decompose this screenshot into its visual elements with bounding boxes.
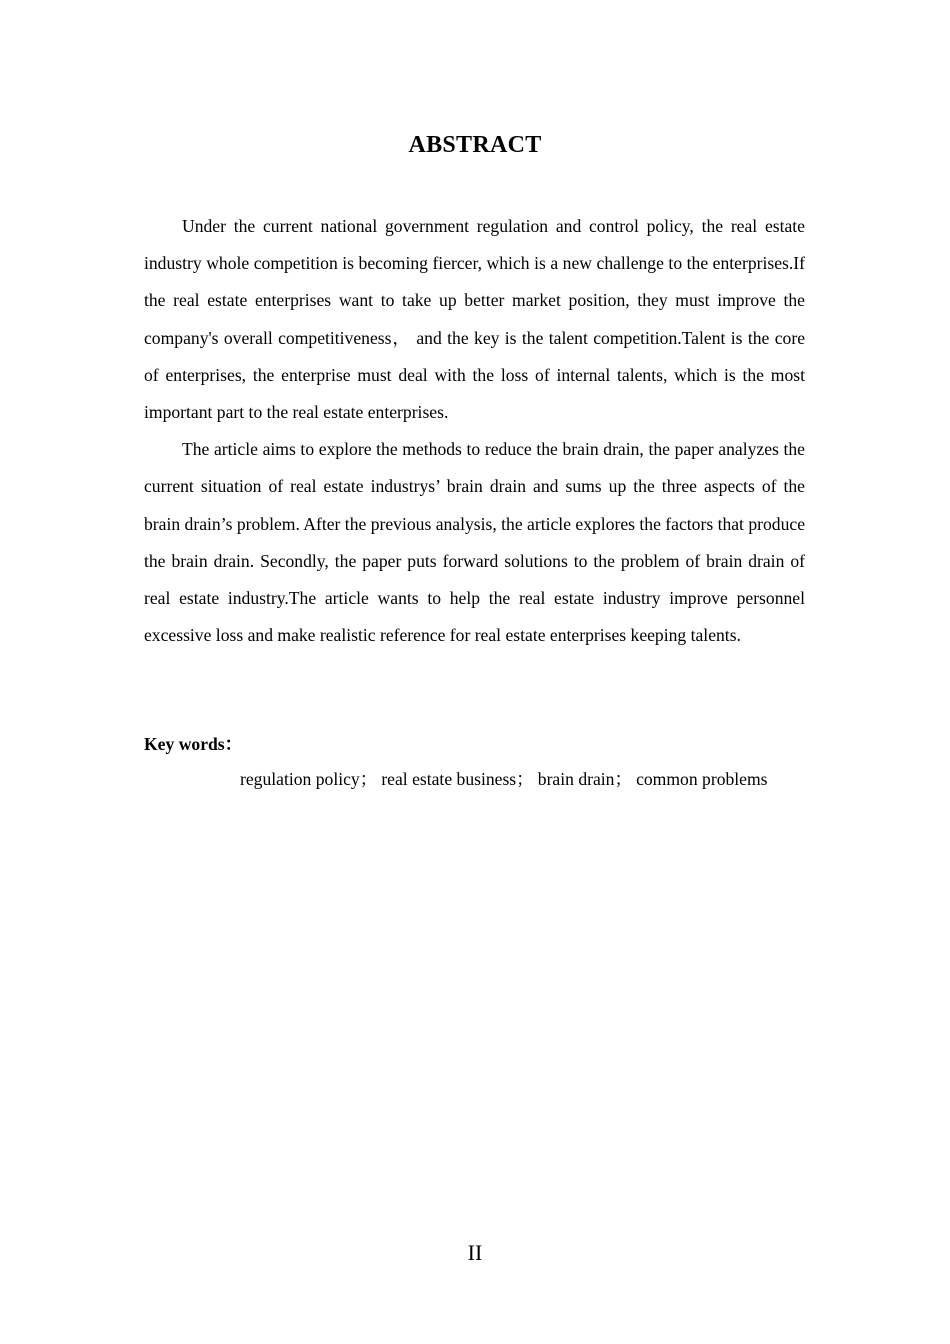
keyword-separator: ； bbox=[516, 769, 534, 789]
page-number: II bbox=[467, 1240, 483, 1265]
abstract-paragraph-2: The article aims to explore the methods to reduce the brain drain, the paper analyzes the current situation of real estate industrys’ brain drain and sums up the three aspects of the brain drain’s problem. After the previous analysis, the article explores the factors that produce the brain drain. Secondly, the paper puts forward solutions to the problem of brain drain of real estate industry.The article wants to help the real estate industry improve personnel excessive loss and make realistic reference for real estate enterprises keeping talents. bbox=[144, 439, 806, 646]
keyword-separator: ； bbox=[359, 769, 378, 789]
keyword-item: brain drain bbox=[537, 769, 615, 789]
keywords-label: Key words： bbox=[144, 734, 243, 754]
keyword-item: real estate business bbox=[381, 769, 517, 789]
keywords-list bbox=[240, 766, 768, 791]
abstract-body bbox=[144, 208, 805, 654]
keyword-item: common problems bbox=[636, 769, 768, 789]
abstract-paragraph-1: Under the current national government regulation and control policy, the real estate industry whole competition is becoming fiercer, which is a new challenge to the enterprises.If the real estate enterprises want to take up better market position, they must improve the company's overall competitiveness， and the key is the talent competition.Talent is the core of enterprises, the enterprise must deal with the loss of internal talents, which is the most important part to the real estate enterprises. bbox=[144, 216, 805, 423]
page-title: ABSTRACT bbox=[408, 132, 542, 158]
keyword-separator: ； bbox=[614, 769, 633, 789]
keyword-item: regulation policy bbox=[240, 769, 360, 789]
